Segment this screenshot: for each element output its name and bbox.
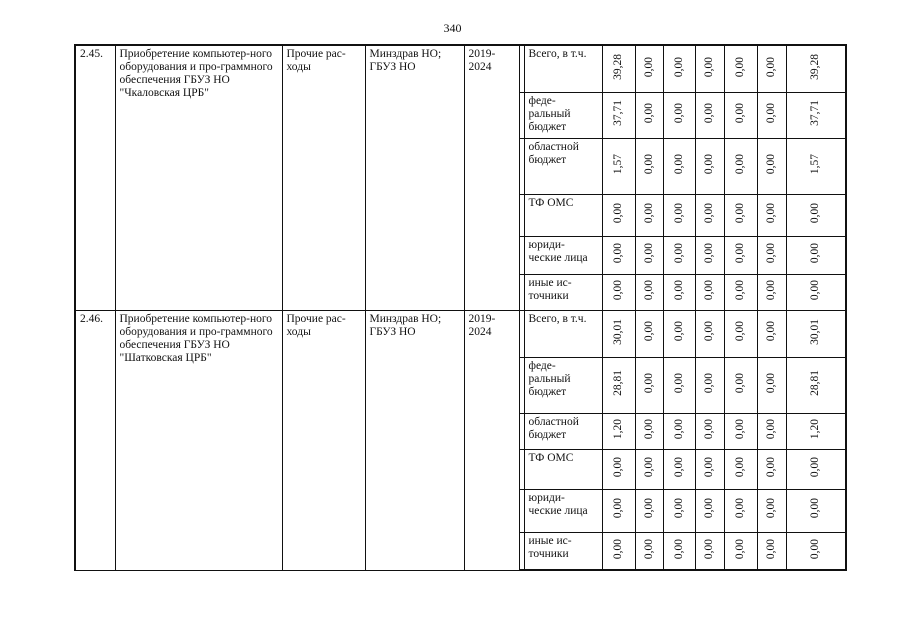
year-value-cell bbox=[635, 92, 663, 138]
amount-value: 0,00 bbox=[765, 153, 777, 175]
year-value-cell bbox=[635, 413, 663, 449]
amount-value: 0,00 bbox=[703, 102, 715, 124]
amount-value: 0,00 bbox=[672, 202, 685, 224]
expense-type: Прочие рас-ходы bbox=[282, 310, 365, 570]
year-value-cell bbox=[724, 194, 757, 236]
amount-value: 0,00 bbox=[734, 102, 746, 124]
year-value-cell bbox=[695, 236, 724, 274]
year-value-cell bbox=[602, 274, 635, 310]
amount-value: 1,20 bbox=[612, 418, 624, 440]
year-value-cell bbox=[635, 449, 663, 489]
total-value-cell bbox=[786, 194, 846, 236]
total-value-cell bbox=[786, 274, 846, 310]
year-value-cell bbox=[635, 310, 663, 357]
year-value-cell bbox=[724, 45, 757, 92]
amount-value: 0,00 bbox=[612, 279, 624, 301]
amount-value: 0,00 bbox=[612, 456, 624, 478]
year-value-cell bbox=[663, 310, 695, 357]
funding-source: феде-ральный бюджет bbox=[524, 357, 602, 413]
year-value-cell bbox=[602, 92, 635, 138]
amount-value: 0,00 bbox=[672, 418, 685, 440]
year-value-cell bbox=[757, 532, 786, 570]
amount-value: 0,00 bbox=[734, 279, 746, 301]
amount-value: 0,00 bbox=[672, 456, 685, 478]
amount-value: 37,71 bbox=[809, 100, 822, 126]
amount-value: 0,00 bbox=[642, 498, 655, 519]
year-value-cell bbox=[757, 489, 786, 532]
amount-value: 0,00 bbox=[703, 418, 715, 440]
year-value-cell bbox=[724, 489, 757, 532]
amount-value: 0,00 bbox=[672, 153, 685, 175]
year-value-cell bbox=[695, 274, 724, 310]
year-value-cell bbox=[757, 357, 786, 413]
amount-value: 39,28 bbox=[612, 53, 624, 80]
amount-value: 1,57 bbox=[612, 153, 624, 175]
year-value-cell bbox=[635, 489, 663, 532]
year-value-cell bbox=[602, 236, 635, 274]
year-value-cell bbox=[695, 45, 724, 92]
amount-value: 0,00 bbox=[765, 202, 777, 224]
table-row bbox=[75, 310, 846, 357]
total-value-cell bbox=[786, 489, 846, 532]
total-value-cell bbox=[786, 138, 846, 194]
year-value-cell bbox=[663, 449, 695, 489]
amount-value: 0,00 bbox=[672, 102, 685, 124]
total-value-cell bbox=[786, 449, 846, 489]
year-value-cell bbox=[602, 532, 635, 570]
year-value-cell bbox=[635, 274, 663, 310]
year-value-cell bbox=[663, 236, 695, 274]
amount-value: 0,00 bbox=[765, 321, 777, 342]
amount-value: 0,00 bbox=[703, 242, 715, 264]
amount-value: 0,00 bbox=[734, 242, 746, 264]
year-value-cell bbox=[602, 489, 635, 532]
funding-source: Всего, в т.ч. bbox=[524, 310, 602, 357]
amount-value: 0,00 bbox=[642, 538, 655, 559]
amount-value: 0,00 bbox=[809, 456, 822, 478]
year-value-cell bbox=[757, 194, 786, 236]
year-value-cell bbox=[757, 236, 786, 274]
year-value-cell bbox=[602, 45, 635, 92]
amount-value: 0,00 bbox=[672, 321, 685, 342]
amount-value: 0,00 bbox=[734, 372, 746, 394]
amount-value: 0,00 bbox=[672, 372, 685, 394]
amount-value: 0,00 bbox=[703, 56, 715, 77]
funding-source: юриди-ческие лица bbox=[524, 236, 602, 274]
amount-value: 0,00 bbox=[703, 538, 715, 559]
amount-value: 0,00 bbox=[809, 498, 822, 519]
year-value-cell bbox=[602, 357, 635, 413]
amount-value: 0,00 bbox=[703, 279, 715, 301]
year-value-cell bbox=[635, 45, 663, 92]
year-value-cell bbox=[757, 92, 786, 138]
year-value-cell bbox=[602, 413, 635, 449]
year-value-cell bbox=[724, 357, 757, 413]
amount-value: 0,00 bbox=[672, 498, 685, 519]
expense-type: Прочие рас-ходы bbox=[282, 45, 365, 310]
item-name: Приобретение компьютер-ного оборудования и про-граммного обеспечения ГБУЗ НО "Чкаловская ЦРБ" bbox=[115, 45, 282, 310]
amount-value: 0,00 bbox=[765, 372, 777, 394]
year-value-cell bbox=[663, 194, 695, 236]
amount-value: 37,71 bbox=[612, 100, 624, 126]
amount-value: 0,00 bbox=[734, 498, 746, 519]
funding-source: юриди-ческие лица bbox=[524, 489, 602, 532]
amount-value: 0,00 bbox=[703, 321, 715, 342]
year-value-cell bbox=[663, 138, 695, 194]
item-number: 2.46. bbox=[75, 310, 115, 570]
amount-value: 0,00 bbox=[734, 456, 746, 478]
year-value-cell bbox=[757, 45, 786, 92]
year-value-cell bbox=[695, 489, 724, 532]
budget-table bbox=[74, 44, 847, 571]
funding-source: иные ис-точники bbox=[524, 532, 602, 570]
year-value-cell bbox=[757, 449, 786, 489]
year-value-cell bbox=[724, 413, 757, 449]
amount-value: 0,00 bbox=[734, 538, 746, 559]
year-value-cell bbox=[663, 413, 695, 449]
amount-value: 0,00 bbox=[734, 202, 746, 224]
amount-value: 1,57 bbox=[809, 153, 822, 175]
amount-value: 0,00 bbox=[734, 418, 746, 440]
funding-source: Всего, в т.ч. bbox=[524, 45, 602, 92]
amount-value: 0,00 bbox=[642, 372, 655, 394]
amount-value: 0,00 bbox=[612, 242, 624, 264]
total-value-cell bbox=[786, 45, 846, 92]
amount-value: 30,01 bbox=[612, 318, 624, 345]
funding-source: иные ис-точники bbox=[524, 274, 602, 310]
year-value-cell bbox=[695, 138, 724, 194]
funding-source: областной бюджет bbox=[524, 413, 602, 449]
year-value-cell bbox=[757, 138, 786, 194]
amount-value: 0,00 bbox=[765, 279, 777, 301]
amount-value: 0,00 bbox=[642, 242, 655, 264]
amount-value: 0,00 bbox=[642, 418, 655, 440]
amount-value: 0,00 bbox=[672, 538, 685, 559]
year-value-cell bbox=[663, 92, 695, 138]
amount-value: 0,00 bbox=[642, 153, 655, 175]
year-value-cell bbox=[663, 45, 695, 92]
amount-value: 0,00 bbox=[672, 56, 685, 77]
executor: Минздрав НО; ГБУЗ НО bbox=[365, 310, 464, 570]
amount-value: 0,00 bbox=[765, 242, 777, 264]
year-value-cell bbox=[724, 449, 757, 489]
year-value-cell bbox=[757, 413, 786, 449]
amount-value: 0,00 bbox=[642, 56, 655, 77]
year-value-cell bbox=[602, 194, 635, 236]
executor: Минздрав НО; ГБУЗ НО bbox=[365, 45, 464, 310]
year-value-cell bbox=[695, 413, 724, 449]
table-row bbox=[75, 45, 846, 92]
year-value-cell bbox=[602, 310, 635, 357]
year-value-cell bbox=[724, 274, 757, 310]
amount-value: 0,00 bbox=[734, 153, 746, 175]
total-value-cell bbox=[786, 532, 846, 570]
amount-value: 0,00 bbox=[765, 498, 777, 519]
year-value-cell bbox=[635, 236, 663, 274]
funding-source: феде-ральный бюджет bbox=[524, 92, 602, 138]
year-value-cell bbox=[695, 310, 724, 357]
amount-value: 39,28 bbox=[809, 53, 822, 80]
item-name: Приобретение компьютер-ного оборудования и про-граммного обеспечения ГБУЗ НО "Шатковская ЦРБ" bbox=[115, 310, 282, 570]
year-value-cell bbox=[635, 357, 663, 413]
amount-value: 0,00 bbox=[672, 279, 685, 301]
amount-value: 0,00 bbox=[734, 56, 746, 77]
amount-value: 0,00 bbox=[642, 321, 655, 342]
year-value-cell bbox=[724, 92, 757, 138]
amount-value: 1,20 bbox=[809, 418, 822, 440]
year-value-cell bbox=[724, 138, 757, 194]
total-value-cell bbox=[786, 236, 846, 274]
year-value-cell bbox=[724, 236, 757, 274]
amount-value: 28,81 bbox=[612, 370, 624, 396]
year-value-cell bbox=[724, 310, 757, 357]
amount-value: 0,00 bbox=[642, 456, 655, 478]
amount-value: 30,01 bbox=[809, 318, 822, 345]
amount-value: 0,00 bbox=[809, 279, 822, 301]
amount-value: 0,00 bbox=[809, 202, 822, 224]
year-value-cell bbox=[663, 274, 695, 310]
amount-value: 0,00 bbox=[642, 102, 655, 124]
page-number: 340 bbox=[443, 21, 462, 35]
year-value-cell bbox=[695, 194, 724, 236]
period: 2019-2024 bbox=[464, 45, 519, 310]
total-value-cell bbox=[786, 413, 846, 449]
period: 2019-2024 bbox=[464, 310, 519, 570]
amount-value: 0,00 bbox=[734, 321, 746, 342]
funding-source: областной бюджет bbox=[524, 138, 602, 194]
total-value-cell bbox=[786, 92, 846, 138]
year-value-cell bbox=[635, 532, 663, 570]
year-value-cell bbox=[602, 138, 635, 194]
total-value-cell bbox=[786, 357, 846, 413]
total-value-cell bbox=[786, 310, 846, 357]
year-value-cell bbox=[757, 310, 786, 357]
year-value-cell bbox=[695, 357, 724, 413]
amount-value: 0,00 bbox=[642, 202, 655, 224]
year-value-cell bbox=[663, 489, 695, 532]
amount-value: 0,00 bbox=[765, 456, 777, 478]
year-value-cell bbox=[757, 274, 786, 310]
amount-value: 0,00 bbox=[703, 153, 715, 175]
item-number: 2.45. bbox=[75, 45, 115, 310]
amount-value: 0,00 bbox=[703, 372, 715, 394]
year-value-cell bbox=[695, 92, 724, 138]
year-value-cell bbox=[663, 357, 695, 413]
amount-value: 0,00 bbox=[809, 242, 822, 264]
year-value-cell bbox=[695, 532, 724, 570]
amount-value: 0,00 bbox=[703, 456, 715, 478]
amount-value: 0,00 bbox=[765, 538, 777, 559]
year-value-cell bbox=[663, 532, 695, 570]
amount-value: 0,00 bbox=[642, 279, 655, 301]
year-value-cell bbox=[695, 449, 724, 489]
year-value-cell bbox=[602, 449, 635, 489]
year-value-cell bbox=[635, 138, 663, 194]
amount-value: 0,00 bbox=[703, 498, 715, 519]
amount-value: 0,00 bbox=[703, 202, 715, 224]
amount-value: 0,00 bbox=[612, 498, 624, 519]
amount-value: 0,00 bbox=[809, 538, 822, 559]
amount-value: 0,00 bbox=[612, 202, 624, 224]
funding-source: ТФ ОМС bbox=[524, 449, 602, 489]
amount-value: 0,00 bbox=[612, 538, 624, 559]
amount-value: 0,00 bbox=[672, 242, 685, 264]
funding-source: ТФ ОМС bbox=[524, 194, 602, 236]
table-body bbox=[75, 45, 846, 570]
amount-value: 0,00 bbox=[765, 418, 777, 440]
amount-value: 0,00 bbox=[765, 102, 777, 124]
amount-value: 28,81 bbox=[809, 370, 822, 396]
year-value-cell bbox=[635, 194, 663, 236]
year-value-cell bbox=[724, 532, 757, 570]
amount-value: 0,00 bbox=[765, 56, 777, 77]
